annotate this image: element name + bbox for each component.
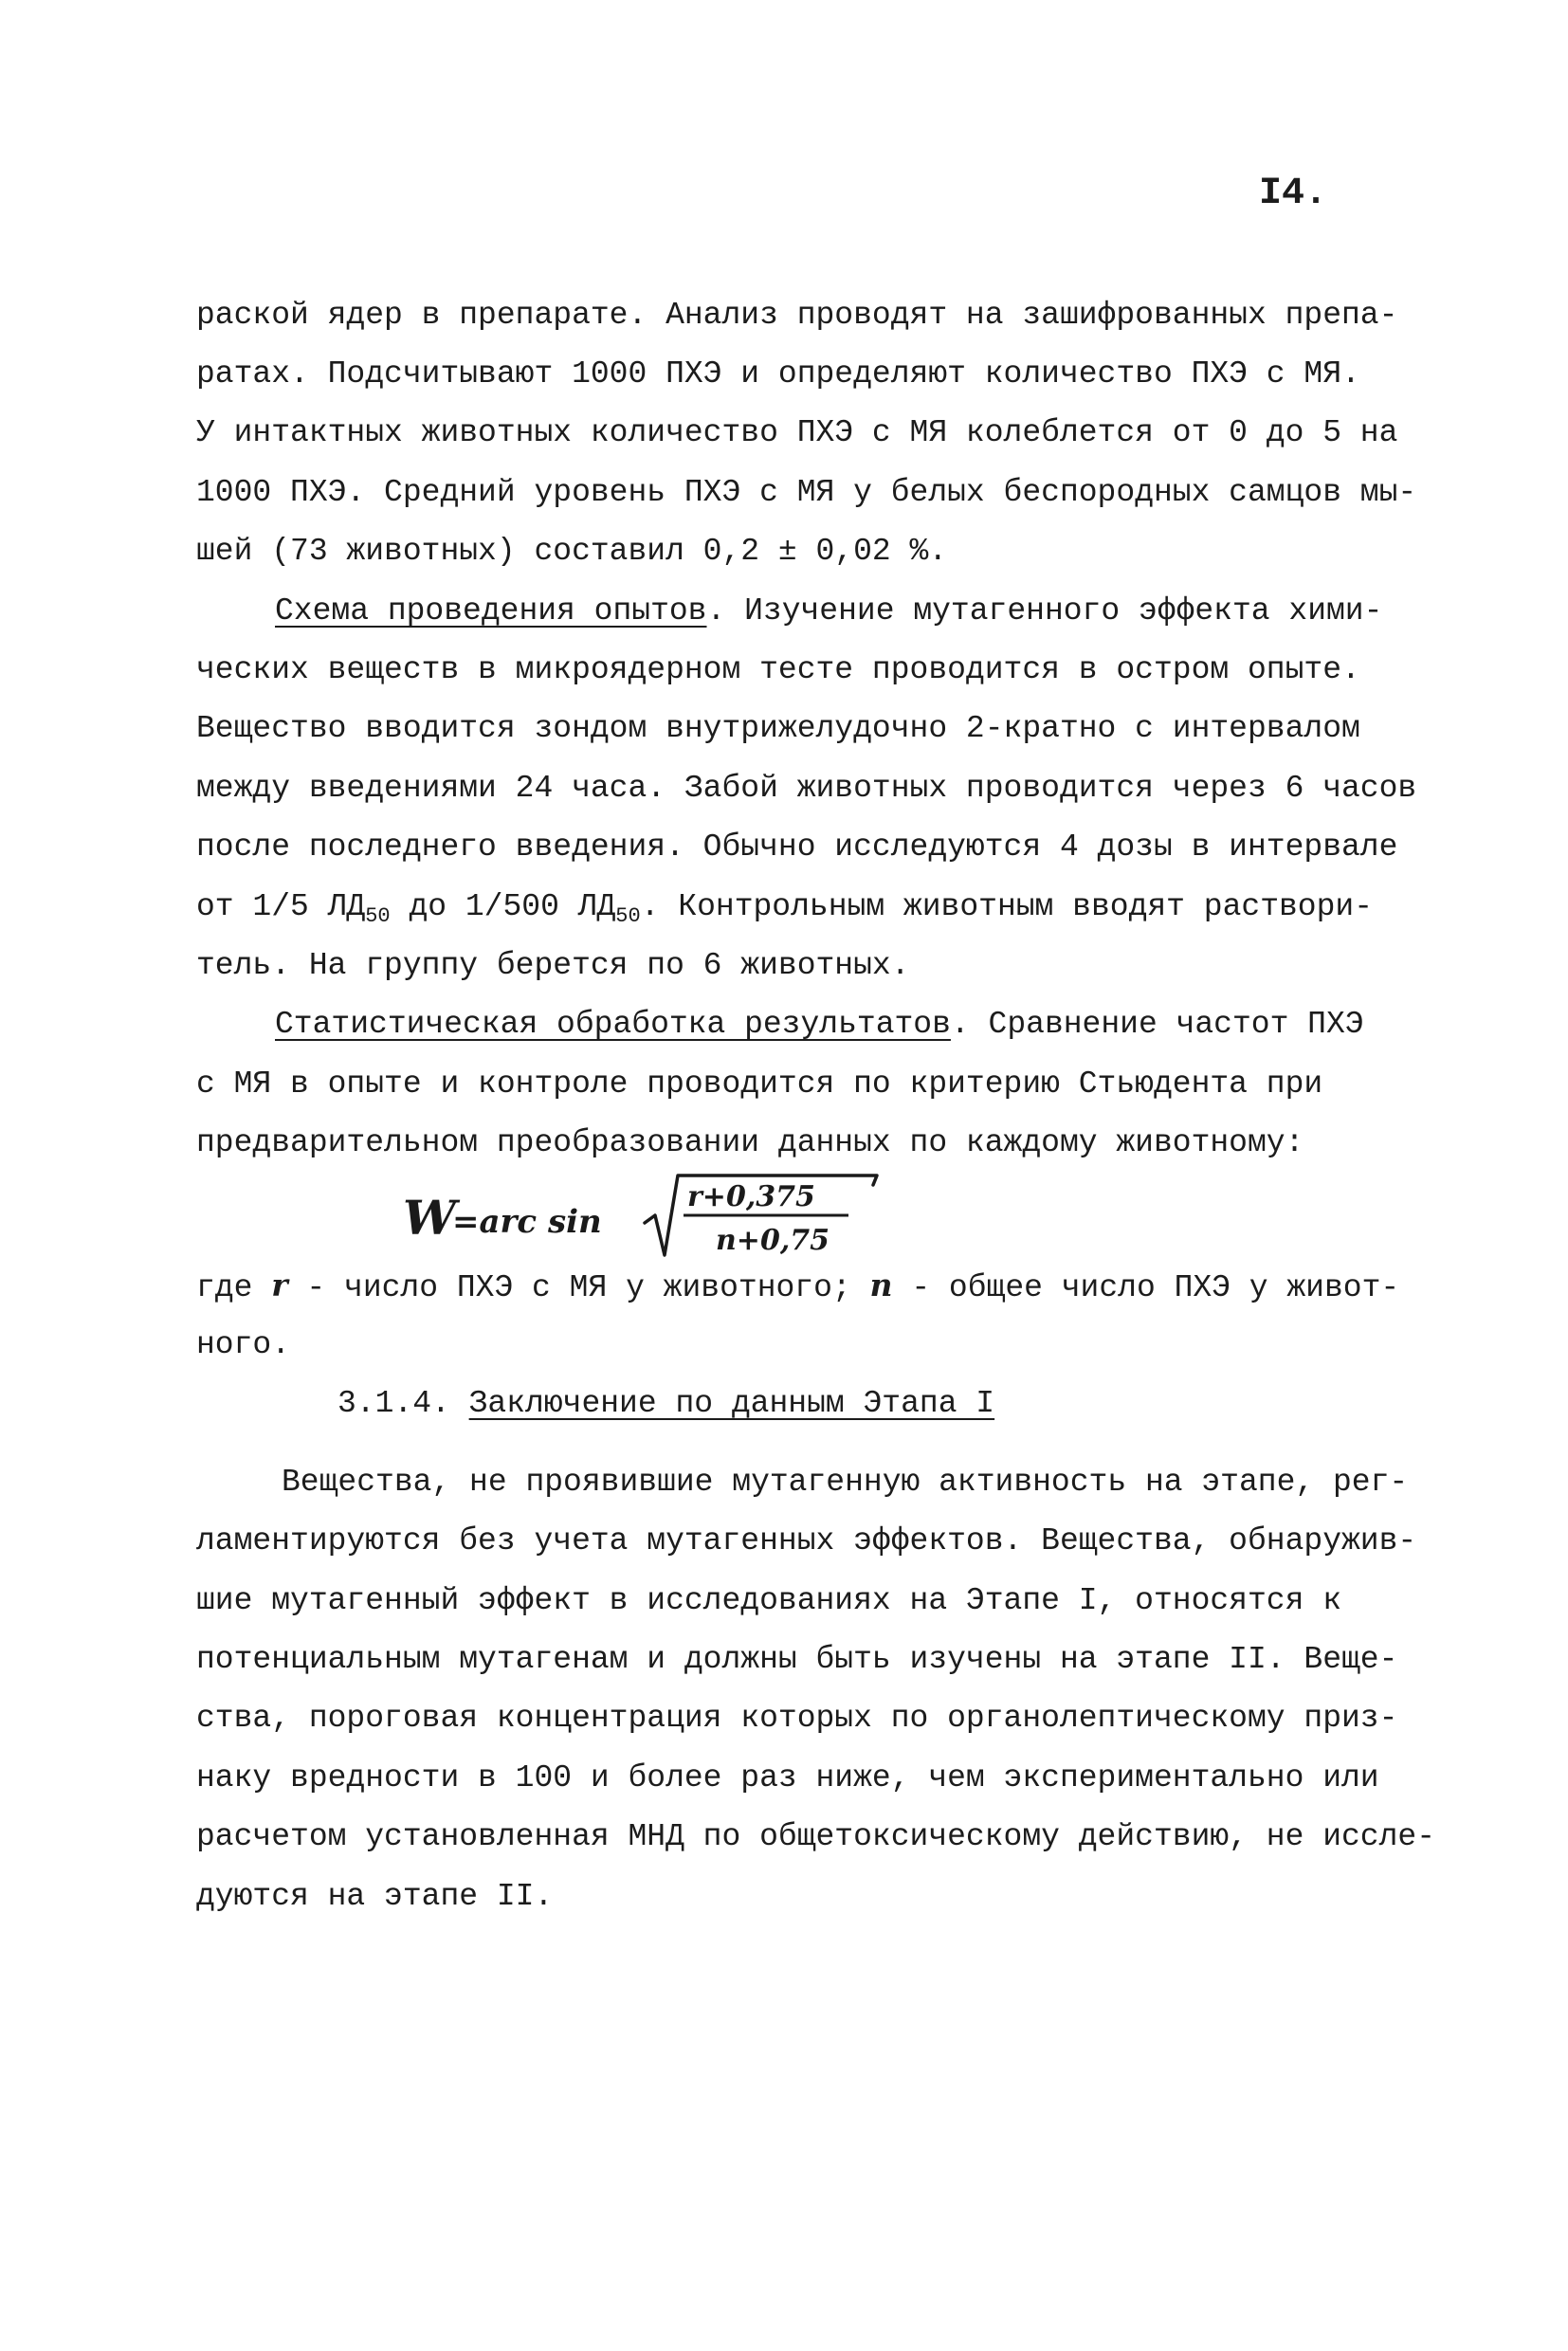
text-line: шие мутагенный эффект в исследованиях на Этапе I, относятся к xyxy=(196,1583,1341,1618)
text-line: после последнего введения. Обычно исследуются 4 дозы в интервале xyxy=(196,829,1398,865)
symbol-r: r xyxy=(271,1267,288,1303)
text-fragment: от 1/5 ЛД xyxy=(196,889,366,924)
text-fragment: . Контрольным животным вводят раствори- xyxy=(640,889,1374,924)
text-fragment: - число ПХЭ с МЯ у животного; xyxy=(287,1270,870,1305)
text-line: 1000 ПХЭ. Средний уровень ПХЭ с МЯ у белых беспородных самцов мы- xyxy=(196,475,1417,510)
formula-arcsin: =arc sin xyxy=(452,1203,602,1241)
formula-lhs: W xyxy=(403,1190,457,1246)
text-line: Вещество вводится зондом внутрижелудочно 2-кратно с интервалом xyxy=(196,711,1360,746)
text-line: ного. xyxy=(196,1327,291,1362)
text-line: Вещества, не проявившие мутагенную активность на этапе, рег- xyxy=(282,1465,1409,1500)
text-line: тель. На группу берется по 6 животных. xyxy=(196,948,910,983)
section-heading xyxy=(337,1388,994,1419)
text-fragment: до 1/500 ЛД xyxy=(390,889,616,924)
text-line: расчетом установленная МНД по общетоксическому действию, не иссле- xyxy=(196,1819,1436,1854)
text-fragment: . Изучение мутагенного эффекта хими- xyxy=(706,593,1383,629)
page-number: I4. xyxy=(1259,173,1328,215)
subscript: 50 xyxy=(365,904,391,928)
text-line: ческих веществ в микроядерном тесте проводится в остром опыте. xyxy=(196,652,1360,687)
text-line: раской ядер в препарате. Анализ проводят на зашифрованных препа- xyxy=(196,298,1398,333)
text-line xyxy=(196,1269,1399,1303)
text-fragment: где xyxy=(196,1270,272,1305)
text-line xyxy=(196,891,1373,927)
text-line: наку вредности в 100 и более раз ниже, чем экспериментально или xyxy=(196,1760,1379,1795)
text-line xyxy=(275,1009,1364,1040)
text-line: ратах. Подсчитывают 1000 ПХЭ и определяют количество ПХЭ с МЯ. xyxy=(196,356,1360,392)
arcsin-formula xyxy=(403,1168,896,1259)
subscript: 50 xyxy=(615,904,641,928)
text-line: шей (73 животных) составил 0,2 ± 0,02 %. xyxy=(196,534,948,569)
text-fragment: - общее число ПХЭ у живот- xyxy=(892,1270,1400,1305)
text-line xyxy=(275,595,1382,627)
text-line: между введениями 24 часа. Забой животных проводится через 6 часов xyxy=(196,771,1417,806)
subheading-experiment-scheme: Схема проведения опытов xyxy=(275,593,707,629)
text-line: ламентируются без учета мутагенных эффектов. Вещества, обнаружив- xyxy=(196,1523,1417,1558)
subheading-statistics: Статистическая обработка результатов xyxy=(275,1007,951,1042)
text-line: потенциальным мутагенам и должны быть изучены на этапе II. Веще- xyxy=(196,1642,1398,1677)
text-fragment: . Сравнение частот ПХЭ xyxy=(950,1007,1364,1042)
formula-numerator: r+0,375 xyxy=(687,1180,815,1213)
section-number: 3.1.4. xyxy=(337,1386,469,1421)
text-line: с МЯ в опыте и контроле проводится по критерию Стьюдента при xyxy=(196,1066,1323,1102)
text-line: ства, пороговая концентрация которых по органолептическому приз- xyxy=(196,1701,1398,1736)
text-line: предварительном преобразовании данных по каждому животному: xyxy=(196,1125,1304,1160)
text-line: У интактных животных количество ПХЭ с МЯ колеблется от 0 до 5 на xyxy=(196,415,1398,450)
formula-denominator: n+0,75 xyxy=(716,1224,830,1257)
symbol-n: n xyxy=(869,1267,893,1303)
text-line: дуются на этапе II. xyxy=(196,1879,554,1914)
section-title: Заключение по данным Этапа I xyxy=(468,1386,995,1421)
